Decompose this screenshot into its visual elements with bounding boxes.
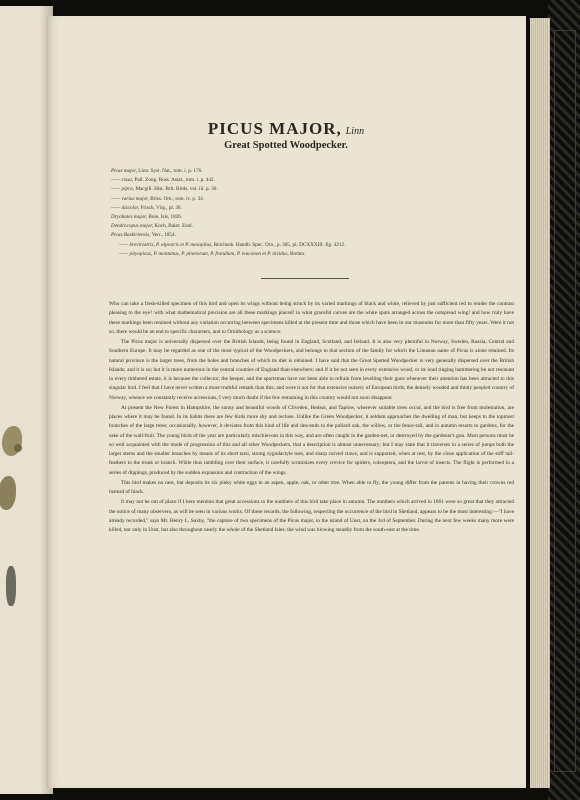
body-paragraph: At present the New Forest in Hampshire, the sunny and beautiful woods of Cliveden, Hedsor, and Taplow, wherever suitable trees occur, and the bird is free from molestation, are places where it may be found. In its habits there are few birds more shy and recluse. Unlike the Green Woodpecker, it seldom approaches the dwelling of man, but keeps to the topmost branches of the large trees; occasionally, however, it deviates from this kind of life and descends to the pollard oak, the willow, or the fence-rail, and in autumn resorts to gardens, for the sake of the wall-fruit. The young birds of the year are particularly mischievous in this way, and are often caught in the garden-net, or destroyed by the gardener's gun. Most persons must be so well acquainted with the mode of progression of this and all other Woodpeckers, that a description is almost unnecessary; but I may state that it traverses in a series of jumps both the larger stems and the smaller branches by means of its short tarsi, strong zygodactyle toes, and sharp curved claws, and is supported, when at rest, by the close application of the stiff tail-feathers to the trunk or branch. While thus rambling over their surface, it carefully scrutinizes every crevice for spiders, coleoptera, and the larvæ of insects. The flight is performed in a series of dippings, produced by the sudden expansion and contraction of the wings. (109, 404, 514, 476)
synonym-entry: —— discolor, Frisch, Vög., pl. 36. (111, 204, 182, 211)
body-paragraph: It may not be out of place if I here mention that great accessions to the numbers of this bird take place in autumn. The numbers which arrived in 1861 were so great that they attracted the notice of many observers, as will be seen in various works. Of these records, the following, respecting the occurrence of the bird in Shetland, appears to be the most interesting:—"I have already recorded," says Mr. Henry L. Saxby, "the capture of two specimens of the Picus major, in the island of Unst, on the 3rd of September. During the next few weeks many more were killed, not only in Unst, but also throughout nearly the whole of the Shetland Isles; the wind was blowing steadily from the south-east at the time. (109, 499, 514, 533)
page-title (46, 119, 526, 139)
section-divider (261, 278, 349, 279)
species-name: PICUS MAJOR, (207, 119, 342, 138)
synonym-entry: Dendrocopus major, Koch, Baier. Zool. (111, 223, 193, 230)
common-name: Great Spotted Woodpecker. (224, 140, 348, 151)
body-paragraph: The Picus major is universally dispersed over the British Islands, being found in England, Scotland, and Ireland. It is also very plentiful in Norway, Sweden, Russia, Central and Southern Europe. It may be regarded as one of the most typical of the Woodpeckers, and belongs to that section of the family for which the Linnæan name of Picus is alone retained. Its natural province is the larger trees, from the boles and branches of which its diet is obtained. I have said that the Great Spotted Woodpecker is very generally dispersed over the British Islands; and it is so; but it is more numerous in the central counties of England than elsewhere; and if it be not seen in every extensive wood, or its loud ringing hammering be not resonant in every timbered estate, it is because the collector, the keeper, and the sportsman have not been able to refrain from levelling their guns whenever their attention has been attracted to this singular bird. I feel that I have never written a more truthful remark than this; and were it not for that extensive nursery of European birds, the densely wooded and thinly peopled country of Norway, whence we constantly receive accessions, I very much doubt if the few remaining in this country would not soon disappear. (109, 339, 514, 401)
synonym-entry: —— varius major, Briss. Orn., tom. iv. p. 34. (111, 195, 205, 202)
synonym-list (111, 167, 511, 259)
synonym-entry: —— pipra, Macgill. Hist. Brit. Birds, vol. iii. p. 30. (111, 186, 218, 193)
leaf-illustration (0, 476, 16, 510)
body-text (109, 300, 514, 770)
ornate-binding-edge (548, 0, 580, 800)
synonym-entry: —— cissa, Pall. Zoog. Ross. Asiat., tom. i. p. 442. (111, 177, 215, 184)
body-paragraph: This bird makes no nest, but deposits its six pinky white eggs in an aspen, apple, oak, or other tree. When able to fly, the young differ from the parents in having their crowns red instead of black. (109, 479, 514, 495)
book-page (46, 16, 526, 788)
species-authority: Linn (345, 126, 365, 137)
page-edges (530, 18, 550, 788)
body-paragraph: Who can take a fresh-killed specimen of this bird and open its wings without being struck by its varied markings of black and white, relieved by just sufficient red to render the contrast pleasing to the eye? with what mathematical precision are all these markings placed! in what graceful curves are the white spots arranged across the outspread wing! and how truly have these markings been retained without any variation occurring between specimens killed at the present time and those which have been in our museums for more than fifty years. Were it not so, there would be an end to specific characters, and to Ornithology as a science. (109, 301, 514, 335)
synonym-entry: Dryobates major, Boie, Isis, 1826. (111, 214, 183, 221)
synonym-entry: Picus major, Linn. Syst. Nat., tom. i. p. 176. (111, 168, 203, 174)
branch-illustration (6, 566, 16, 606)
synonym-entry: Picus Baskiriensis, Verr., 1854. (111, 232, 176, 239)
berry-illustration (14, 444, 22, 452)
synonym-entry: —— pityopicus, P. montanus, P. pinetorum, P. frondium, P. leuconon et P. nividus, Brehm. (119, 250, 306, 257)
synonym-entry: —— brevirostris, P. alpestris et P. mesopilus, Reichenb. Handb. Spec. Orn., p. 365, pl. DCXXXIII. fig. 4212. (119, 241, 346, 248)
